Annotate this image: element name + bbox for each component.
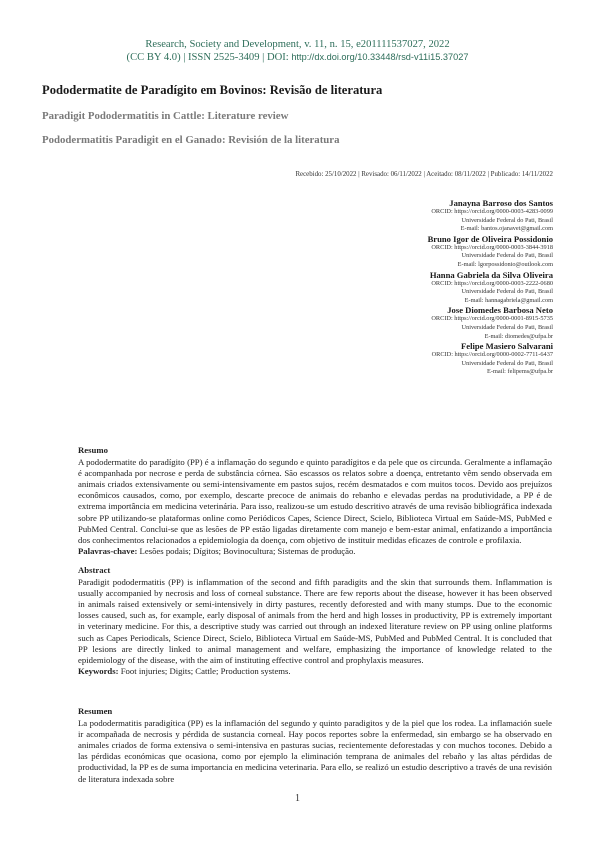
keywords-label: Keywords:	[78, 665, 119, 676]
author-entry	[193, 198, 553, 234]
keywords-label: Palavras-chave:	[78, 545, 138, 556]
resumo-heading: Resumo	[78, 445, 108, 455]
author-email[interactable]: E-mail: bantos.ojanavet@gmail.com	[460, 225, 553, 233]
resumen-body: La pododermatitis paradigítica (PP) es la inflamación del segundo y quinto paradigitos y de la piel que los rodea. La inflamación suele ir acompañada de necrosis y pérdida de sustancia corneal. Hay pocos reportes sobre la enfermedad, sin embargo se ha observado en animales criados de forma extensiva o semi-intensiva en pasturas sucias, recientemente deforestadas y con muchos tocones. Debido a las pérdidas económicas que ocasiona, como por ejemplo la eliminación temprana de animales del rebaño y las altas pérdidas de productividad, la PP es de suma importancia en medicina veterinaria. Para ello, se realizó un estudio descriptivo a través de una revisión de literatura indexada sobre	[78, 718, 552, 784]
author-name: Bruno Igor de Oliveira Possidonio	[427, 233, 553, 244]
author-affiliation: Universidade Federal do Pati, Brasil	[461, 216, 553, 224]
author-affiliation: Universidade Federal do Pati, Brasil	[461, 252, 553, 260]
author-email[interactable]: E-mail: felipems@ufpa.br	[487, 368, 553, 376]
resumo-keywords	[78, 546, 552, 557]
author-orcid[interactable]: ORCID: https://orcid.org/0000-0003-4283-0099	[431, 208, 553, 215]
author-orcid[interactable]: ORCID: https://orcid.org/0000-0002-7711-6437	[431, 351, 553, 359]
abstract-section	[78, 565, 552, 677]
author-affiliation: Universidade Federal do Pati, Brasil	[461, 359, 553, 367]
journal-header	[0, 38, 595, 64]
journal-license-line	[0, 51, 595, 64]
page-number: 1	[295, 793, 300, 804]
author-name: Jose Diomedes Barbosa Neto	[447, 305, 553, 316]
author-affiliation: Universidade Federal do Pati, Brasil	[461, 288, 553, 296]
keywords-text: Lesões podais; Dígitos; Bovinocultura; Sistemas de produção.	[137, 545, 356, 556]
author-orcid[interactable]: ORCID: https://orcid.org/0000-0003-2222-0680	[431, 279, 553, 287]
license-issn: (CC BY 4.0) | ISSN 2525-3409 | DOI:	[126, 52, 292, 63]
title-portuguese: Pododermatite de Paradígito em Bovinos: Revisão de literatura	[42, 83, 383, 97]
author-name: Janayna Barroso dos Santos	[449, 198, 553, 208]
author-orcid[interactable]: ORCID: https://orcid.org/0000-0001-8915-5735	[431, 315, 553, 323]
author-entry	[193, 234, 553, 270]
author-email[interactable]: E-mail: hannagabriela@gmail.com	[464, 296, 553, 304]
author-entry	[193, 305, 553, 341]
resumo-section	[78, 445, 552, 557]
submission-dates: Recebido: 25/10/2022 | Revisado: 06/11/2022 | Aceitado: 08/11/2022 | Publicado: 14/11/2022	[295, 171, 553, 178]
title-spanish: Pododermatitis Paradigit en el Ganado: Revisión de la literatura	[42, 134, 340, 146]
author-name: Felipe Masiero Salvarani	[461, 341, 553, 352]
abstract-heading: Abstract	[78, 565, 111, 575]
title-block	[42, 83, 557, 158]
author-email[interactable]: E-mail: diomedes@ufpa.br	[484, 332, 553, 340]
abstract-body: Paradigit pododermatitis (PP) is inflammation of the second and fifth paradigits and the skin that surrounds them. Inflammation is usually accompanied by necrosis and loss of corneal substance. There are few reports about the disease, however it has been observed in animals raised extensively or semi-intensively in dirty pastures, recently deforested and with many stumps. Due to the economic losses caused, such as, for example, early disposal of animals from the herd and high losses in productivity, PP is extremely important in veterinary medicine. For this, a descriptive study was carried out through an indexed literature review on PP using online platforms such as Capes Periodicals, Science Direct, Scielo, Biblioteca Virtual em Saúde-MS, PubMed and PubMed Central. It is concluded that PP lesions are directly linked to animal management and welfare, emphasizing the importance of knowledge related to the epidemiology of the disease, with the aim of instituting effective control and prophylaxis measures.	[78, 577, 552, 665]
author-list	[193, 198, 553, 377]
author-entry	[193, 270, 553, 306]
author-entry	[193, 341, 553, 377]
author-affiliation: Universidade Federal do Pati, Brasil	[461, 323, 553, 331]
author-name: Hanna Gabriela da Silva Oliveira	[429, 269, 553, 280]
journal-citation: Research, Society and Development, v. 11, n. 15, e201111537027, 2022	[145, 39, 450, 50]
author-orcid[interactable]: ORCID: https://orcid.org/0000-0003-3844-3918	[431, 243, 553, 251]
keywords-text: Foot injuries; Digits; Cattle; Production systems.	[118, 665, 291, 676]
author-email[interactable]: E-mail: lgorpossidonio@outlook.com	[457, 260, 553, 268]
title-english: Paradigit Pododermatitis in Cattle: Literature review	[42, 110, 289, 122]
doi-link[interactable]: http://dx.doi.org/10.33448/rsd-v11i15.37027	[291, 52, 469, 62]
resumo-body: A pododermatite do paradígito (PP) é a inflamação do segundo e quinto paradígitos e da pele que os circunda. Geralmente a inflamação é acompanhada por necrose e perda de substância córnea. São escassos os relatos sobre a doença, entretanto vêm sendo observada em animais criados extensivamente ou semi-intensivamente em pastos sujos, recém desmatados e com muitos tocos. Devido aos prejuízos econômicos causados, como, por exemplo, descarte precoce de animais do rebanho e elevadas perdas na produtividade, a PP é de extrema importância em medicina veterinária. Para isso, realizou-se um estudo descritivo através de uma revisão bibliográfica indexada sobre PP utilizando-se plataformas online como Periódicos Capes, Science Direct, Scielo, Biblioteca Virtual em Saúde-MS, PubMed e PubMed Central. Conclui-se que as lesões de PP estão ligadas diretamente com manejo e bem-estar animal, enfatizando a importância dos conhecimentos relacionados a epidemiologia da doença, com objetivo de instituir medidas eficazes de controle e profilaxia.	[78, 457, 552, 545]
abstract-keywords	[78, 666, 552, 677]
resumen-section	[78, 706, 552, 785]
resumen-heading: Resumen	[78, 706, 113, 716]
